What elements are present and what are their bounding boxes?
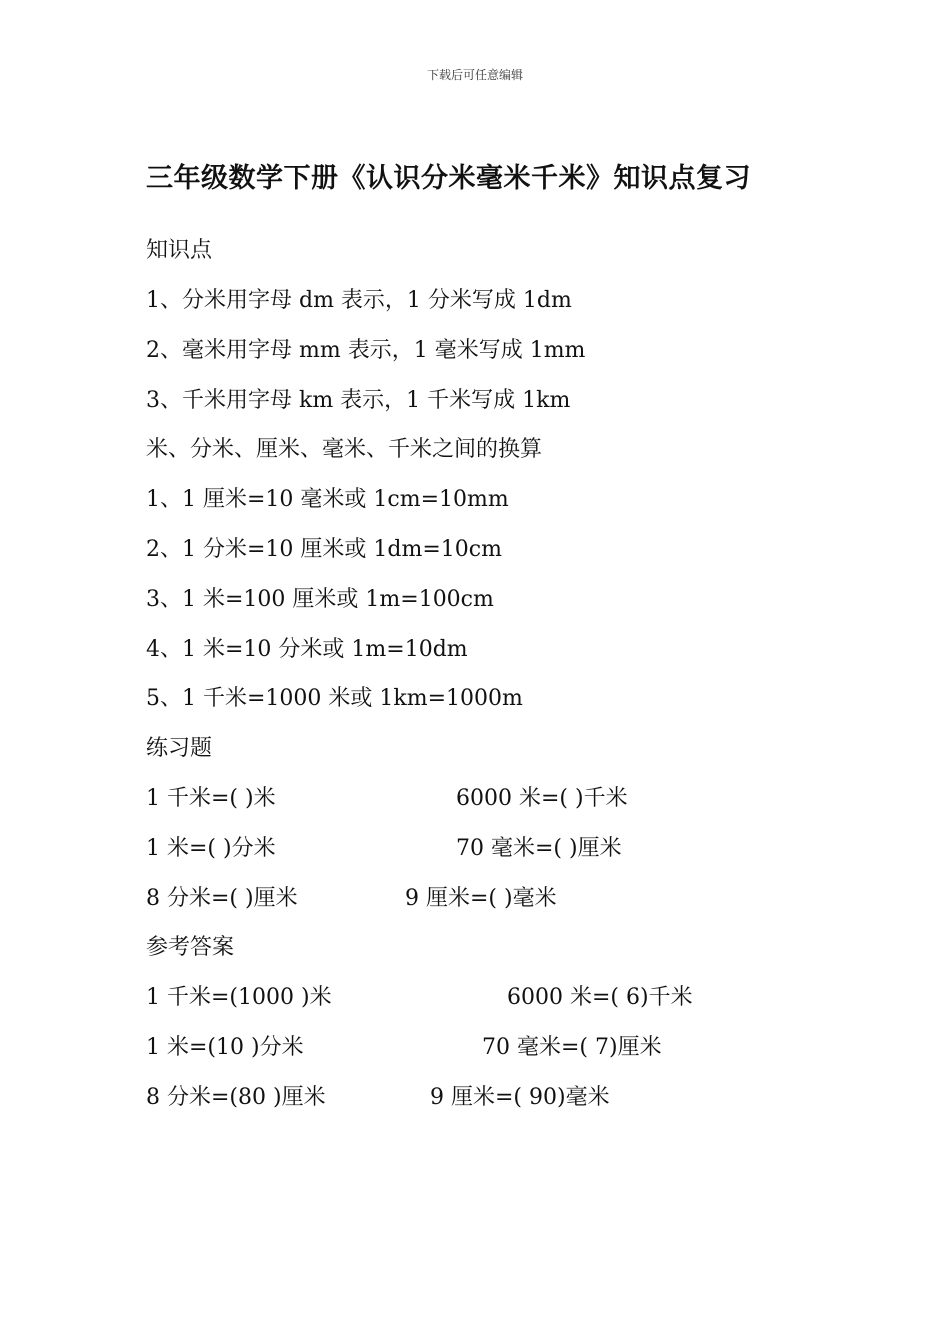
section-heading-conversion: 米、分米、厘米、毫米、千米之间的换算 [146,437,543,462]
answer-right: 6000 米=( 6)千米 [507,985,693,1010]
exercise-right: 6000 米=( )千米 [456,786,628,811]
conversion-item: 4、1 米=10 分米或 1m=10dm [146,637,468,662]
section-heading-knowledge: 知识点 [146,238,213,263]
answer-left: 8 分米=(80 )厘米 [146,1085,326,1110]
knowledge-item: 2、毫米用字母 mm 表示，1 毫米写成 1mm [146,338,586,363]
conversion-item: 3、1 米=100 厘米或 1m=100cm [146,587,494,612]
page-header-note: 下载后可任意编辑 [426,68,523,82]
exercise-left: 1 米=( )分米 [146,836,276,861]
answer-right: 70 毫米=( 7)厘米 [482,1035,662,1060]
conversion-item: 5、1 千米=1000 米或 1km=1000m [146,686,523,711]
conversion-item: 2、1 分米=10 厘米或 1dm=10cm [146,537,502,562]
answer-left: 1 米=(10 )分米 [146,1035,304,1060]
section-heading-exercises: 练习题 [146,736,213,761]
answer-right: 9 厘米=( 90)毫米 [430,1085,610,1110]
exercise-left: 8 分米=( )厘米 [146,886,298,911]
knowledge-item: 1、分米用字母 dm 表示，1 分米写成 1dm [146,288,572,313]
knowledge-item: 3、千米用字母 km 表示，1 千米写成 1km [146,388,571,413]
conversion-item: 1、1 厘米=10 毫米或 1cm=10mm [146,487,509,512]
answer-left: 1 千米=(1000 )米 [146,985,332,1010]
exercise-left: 1 千米=( )米 [146,786,276,811]
exercise-right: 70 毫米=( )厘米 [456,836,622,861]
exercise-right: 9 厘米=( )毫米 [405,886,557,911]
section-heading-answers: 参考答案 [146,935,235,960]
document-title: 三年级数学下册《认识分米毫米千米》知识点复习 [146,163,751,194]
